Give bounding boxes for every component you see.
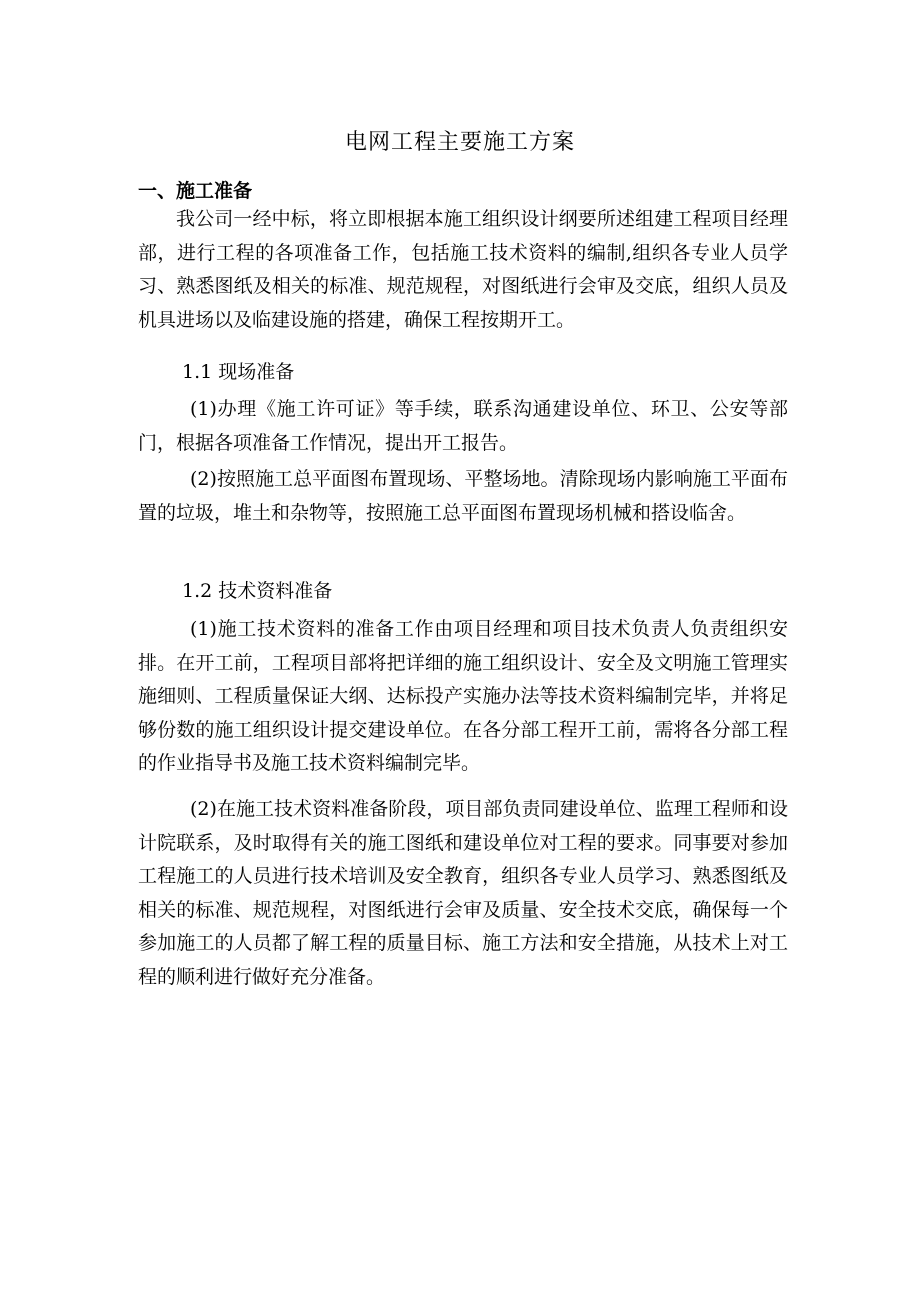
subsection-heading-technical: 1.2 技术资料准备 [182,580,333,602]
site-prep-item-2: (2)按照施工总平面图布置现场、平整场地。清除现场内影响施工平面布置的垃圾，堆土和杂物等，按照施工总平面图布置现场机械和搭设临舍。 [138,468,788,524]
site-prep-item-1: (1)办理《施工许可证》等手续，联系沟通建设单位、环卫、公安等部门，根据各项准备工作情况，提出开工报告。 [138,398,788,454]
document-title: 电网工程主要施工方案 [344,130,575,155]
intro-paragraph: 我公司一经中标，将立即根据本施工组织设计纲要所述组建工程项目经理部，进行工程的各项准备工作，包括施工技术资料的编制,组织各专业人员学习、熟悉图纸及相关的标准、规范规程，对图纸进行会审及交底，组织人员及机具进场以及临建设施的搭建，确保工程按期开工。 [138,208,788,331]
section-heading-preparation: 一、施工准备 [138,180,253,202]
technical-prep-item-2: (2)在施工技术资料准备阶段，项目部负责同建设单位、监理工程师和设计院联系，及时取得有关的施工图纸和建设单位对工程的要求。同事要对参加工程施工的人员进行技术培训及安全教育，组织各专业人员学习、熟悉图纸及相关的标准、规范规程，对图纸进行会审及质量、安全技术交底，确保每一个参加施工的人员都了解工程的质量目标、施工方法和安全措施，从技术上对工程的顺利进行做好充分准备。 [138,798,788,988]
subsection-heading-site: 1.1 现场准备 [182,361,295,383]
technical-prep-item-1: (1)施工技术资料的准备工作由项目经理和项目技术负责人负责组织安排。在开工前，工程项目部将把详细的施工组织设计、安全及文明施工管理实施细则、工程质量保证大纲、达标投产实施办法等技术资料编制完毕，并将足够份数的施工组织设计提交建设单位。在各分部工程开工前，需将各分部工程的作业指导书及施工技术资料编制完毕。 [138,618,788,774]
